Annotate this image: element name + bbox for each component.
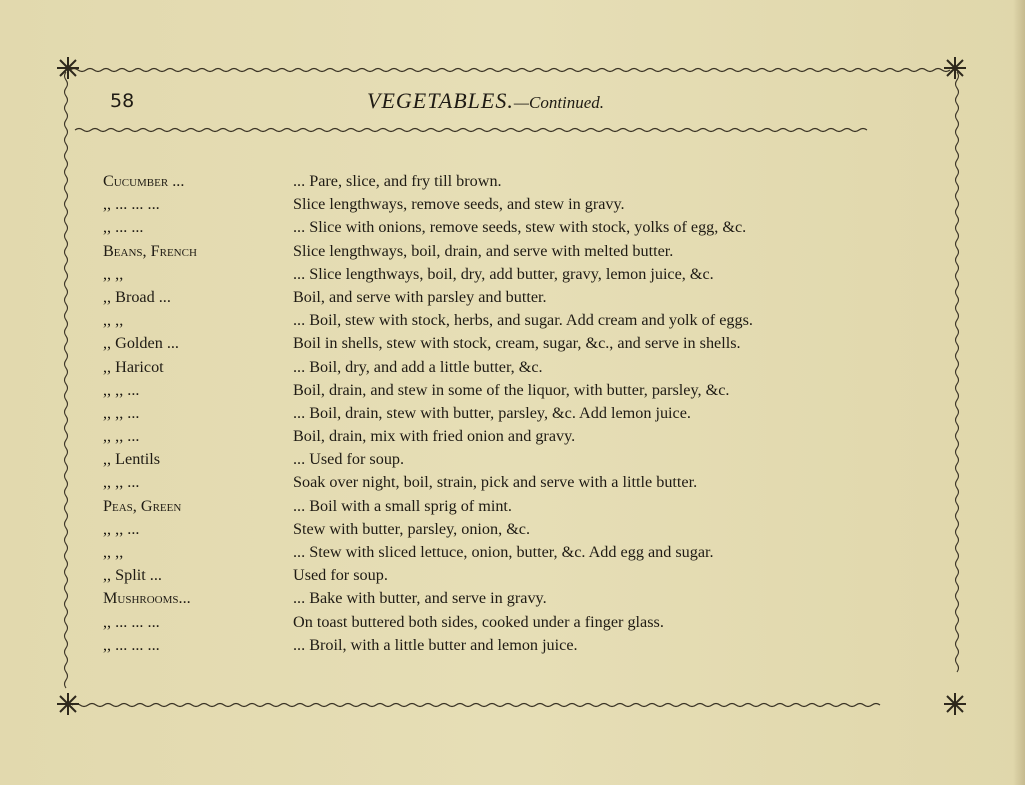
vegetable-name: ,, Split ... <box>103 566 162 585</box>
bottom-wavy-rule <box>72 704 880 707</box>
cooking-instruction: ... Boil, dry, and add a little butter, &c. <box>293 357 543 376</box>
vegetable-name: ,, ,, ... <box>103 473 140 492</box>
cooking-instruction: ... Pare, slice, and fry till brown. <box>293 172 502 190</box>
cooking-instruction: On toast buttered both sides, cooked under a finger glass. <box>293 612 664 631</box>
corner-star-icon <box>57 693 79 715</box>
cooking-instruction: Stew with butter, parsley, onion, &c. <box>293 519 531 538</box>
vegetable-name: ,, ,, <box>103 543 124 561</box>
cooking-instruction: ... Slice lengthways, boil, dry, add butter, gravy, lemon juice, &c. <box>293 264 714 283</box>
left-wavy-rule <box>65 72 68 688</box>
list-item <box>103 240 963 263</box>
vegetable-name: Cucumber ... <box>103 172 185 190</box>
list-item <box>103 634 963 657</box>
vegetable-name: ,, ... ... ... <box>103 635 160 654</box>
running-title-suffix: —Continued. <box>513 93 605 112</box>
list-item <box>103 495 963 518</box>
list-item <box>103 471 963 494</box>
vegetable-name: Beans, French <box>103 241 197 260</box>
vegetable-name: ,, ,, ... <box>103 519 140 538</box>
cooking-instruction: ... Slice with onions, remove seeds, stew with stock, yolks of egg, &c. <box>293 218 747 237</box>
header-wavy-rule <box>75 129 867 132</box>
page-number: 58 <box>110 90 135 112</box>
vegetable-name: ,, ... ... <box>103 218 144 237</box>
list-item <box>103 611 963 634</box>
vegetable-name: ,, Broad ... <box>103 287 171 306</box>
list-item <box>103 216 963 239</box>
list-item <box>103 518 963 541</box>
cooking-instruction: Slice lengthways, remove seeds, and stew in gravy. <box>293 195 625 214</box>
vegetable-name: ,, Lentils <box>103 450 161 469</box>
running-title <box>367 88 604 114</box>
page-edge-shadow <box>1013 0 1025 785</box>
vegetable-name: ,, ... ... ... <box>103 612 160 631</box>
cooking-instruction: ... Boil, stew with stock, herbs, and sugar. Add cream and yolk of eggs. <box>293 311 753 330</box>
cooking-instruction: ... Used for soup. <box>293 450 405 469</box>
cooking-instruction: Soak over night, boil, strain, pick and serve with a little butter. <box>293 473 698 492</box>
list-item <box>103 309 963 332</box>
vegetable-name: ,, ,, <box>103 311 124 330</box>
corner-star-icon <box>944 57 966 79</box>
recipe-list <box>103 170 963 657</box>
running-title-main: VEGETABLES. <box>367 88 514 113</box>
list-item <box>103 587 963 610</box>
list-item <box>103 263 963 286</box>
list-item <box>103 332 963 355</box>
cooking-instruction: ... Bake with butter, and serve in gravy. <box>293 589 547 608</box>
list-item <box>103 541 963 564</box>
vegetable-name: ,, Golden ... <box>103 334 179 353</box>
vegetable-name: ,, ,, ... <box>103 380 140 399</box>
list-item <box>103 402 963 425</box>
list-item <box>103 448 963 471</box>
cooking-instruction: ... Boil, drain, stew with butter, parsley, &c. Add lemon juice. <box>293 403 691 422</box>
vegetable-name: Peas, Green <box>103 496 182 515</box>
list-item <box>103 286 963 309</box>
cooking-instruction: Boil in shells, stew with stock, cream, sugar, &c., and serve in shells. <box>293 334 741 353</box>
list-item <box>103 379 963 402</box>
cooking-instruction: Slice lengthways, boil, drain, and serve with melted butter. <box>293 241 674 260</box>
corner-star-icon <box>944 693 966 715</box>
cooking-instruction: Boil, drain, and stew in some of the liquor, with butter, parsley, &c. <box>293 380 730 399</box>
vegetable-name: ,, ... ... ... <box>103 195 160 214</box>
list-item <box>103 356 963 379</box>
top-wavy-rule <box>70 69 950 72</box>
list-item <box>103 425 963 448</box>
vegetable-name: ,, ,, <box>103 264 124 283</box>
cooking-instruction: Boil, and serve with parsley and butter. <box>293 287 547 306</box>
list-item <box>103 564 963 587</box>
cooking-instruction: Boil, drain, mix with fried onion and gravy. <box>293 427 576 446</box>
cooking-instruction: ... Boil with a small sprig of mint. <box>293 496 512 515</box>
vegetable-name: ,, ,, ... <box>103 427 140 446</box>
list-item <box>103 170 963 193</box>
cooking-instruction: ... Stew with sliced lettuce, onion, butter, &c. Add egg and sugar. <box>293 543 714 561</box>
corner-star-icon <box>57 57 79 79</box>
vegetable-name: Mushrooms... <box>103 589 191 608</box>
list-item <box>103 193 963 216</box>
vegetable-name: ,, ,, ... <box>103 403 140 422</box>
vegetable-name: ,, Haricot <box>103 357 164 376</box>
cooking-instruction: Used for soup. <box>293 566 388 585</box>
cooking-instruction: ... Broil, with a little butter and lemon juice. <box>293 635 578 654</box>
